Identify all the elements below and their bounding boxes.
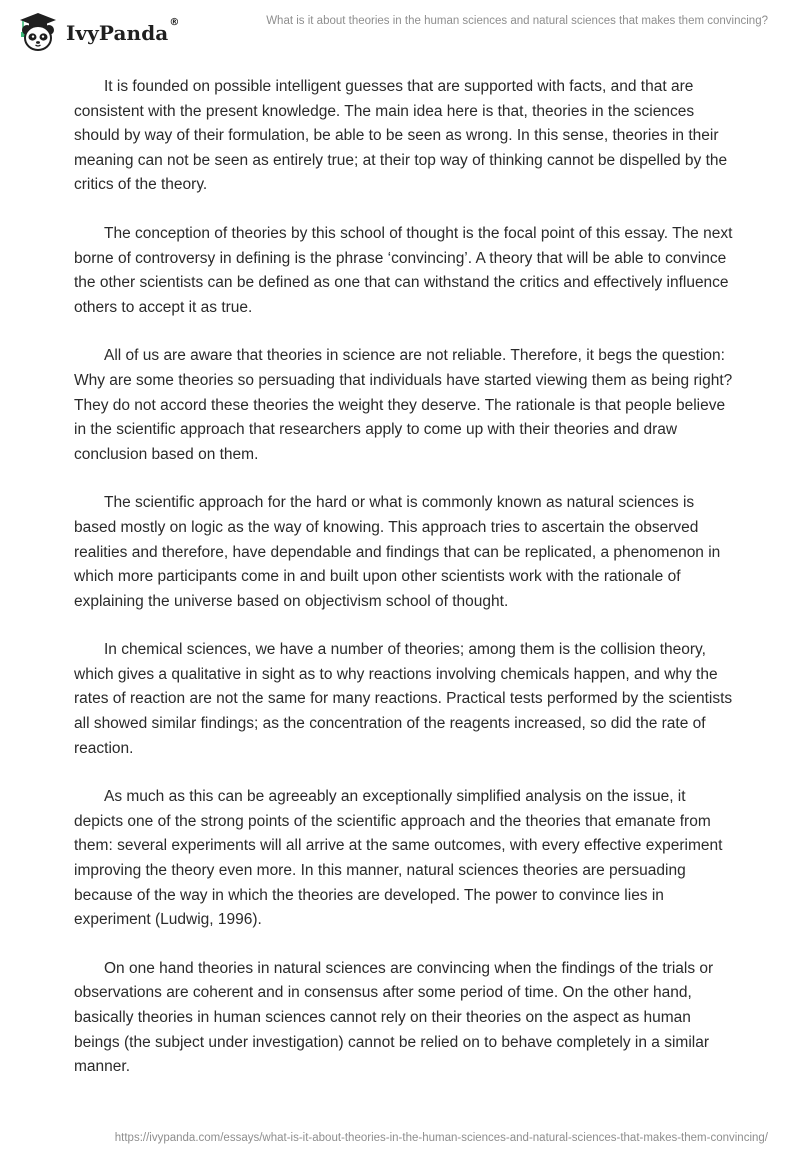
paragraph: In chemical sciences, we have a number of theories; among them is the collision theory, which gives a qualitative in sight as to why reactions involving chemicals happen, and why the rates of reaction are not the same for many reactions. Practical tests performed by the scientists all showed similar findings; as the concentration of the reagents increased, so did the rate of reaction.	[74, 641, 733, 757]
registered-mark: ®	[169, 17, 180, 28]
essay-title: What is it about theories in the human sciences and natural sciences that makes them convincing?	[266, 15, 768, 27]
paragraph: The scientific approach for the hard or what is commonly known as natural sciences is based mostly on logic as the way of knowing. This approach tries to ascertain the observed realities and therefore, have dependable and findings that can be replicated, a phenomenon in which more participants come in and built upon other scientists work with the rationale of explaining the universe based on objectivism school of thought.	[74, 494, 721, 610]
paragraph: The conception of theories by this school of thought is the focal point of this essay. The next borne of controversy in defining is the phrase ‘convincing’. A theory that will be able to convince the other scientists can be defined as one that can withstand the critics and effectively influence others to accept it as true.	[74, 224, 733, 316]
page-header	[0, 0, 800, 60]
paragraph: All of us are aware that theories in science are not reliable. Therefore, it begs the question: Why are some theories so persuading that individuals have started viewing them as being right? They do not accord these theories the weight they deserve. The rationale is that people believe in the scientific approach that researchers apply to come up with their theories and draw conclusion based on them.	[74, 347, 733, 463]
paragraph: It is founded on possible intelligent guesses that are supported with facts, and that are consistent with the present knowledge. The main idea here is that, theories in the sciences should by way of their formulation, be able to be seen as wrong. In this sense, theories in their meaning can not be seen as entirely true; at their top way of thinking cannot be dispelled by the critics of the theory.	[74, 78, 728, 194]
source-url[interactable]: https://ivypanda.com/essays/what-is-it-about-theories-in-the-human-sciences-and-natural-sciences-that-makes-them-convincing/	[114, 1132, 768, 1144]
paragraph: On one hand theories in natural sciences are convincing when the findings of the trials or observations are coherent and in consensus after some period of time. On the other hand, basically theories in human sciences cannot rely on their theories on the aspect as human beings (the subject under investigation) cannot be relied on to behave completely in a similar manner.	[74, 959, 714, 1076]
brand-logo[interactable]	[16, 10, 179, 54]
essay-body	[74, 75, 738, 1104]
paragraph: As much as this can be agreeably an exceptionally simplified analysis on the issue, it depicts one of the strong points of the scientific approach and the theories that emanate from them: several experiments will all arrive at the same outcomes, with every effective experiment improving the theory even more. In this manner, natural sciences theories are persuading because of the way in which the theories are developed. The power to convince lies in experiment (Ludwig, 1996).	[74, 788, 723, 929]
brand-name: IvyPanda®	[66, 17, 180, 45]
panda-graduate-icon	[16, 10, 60, 54]
